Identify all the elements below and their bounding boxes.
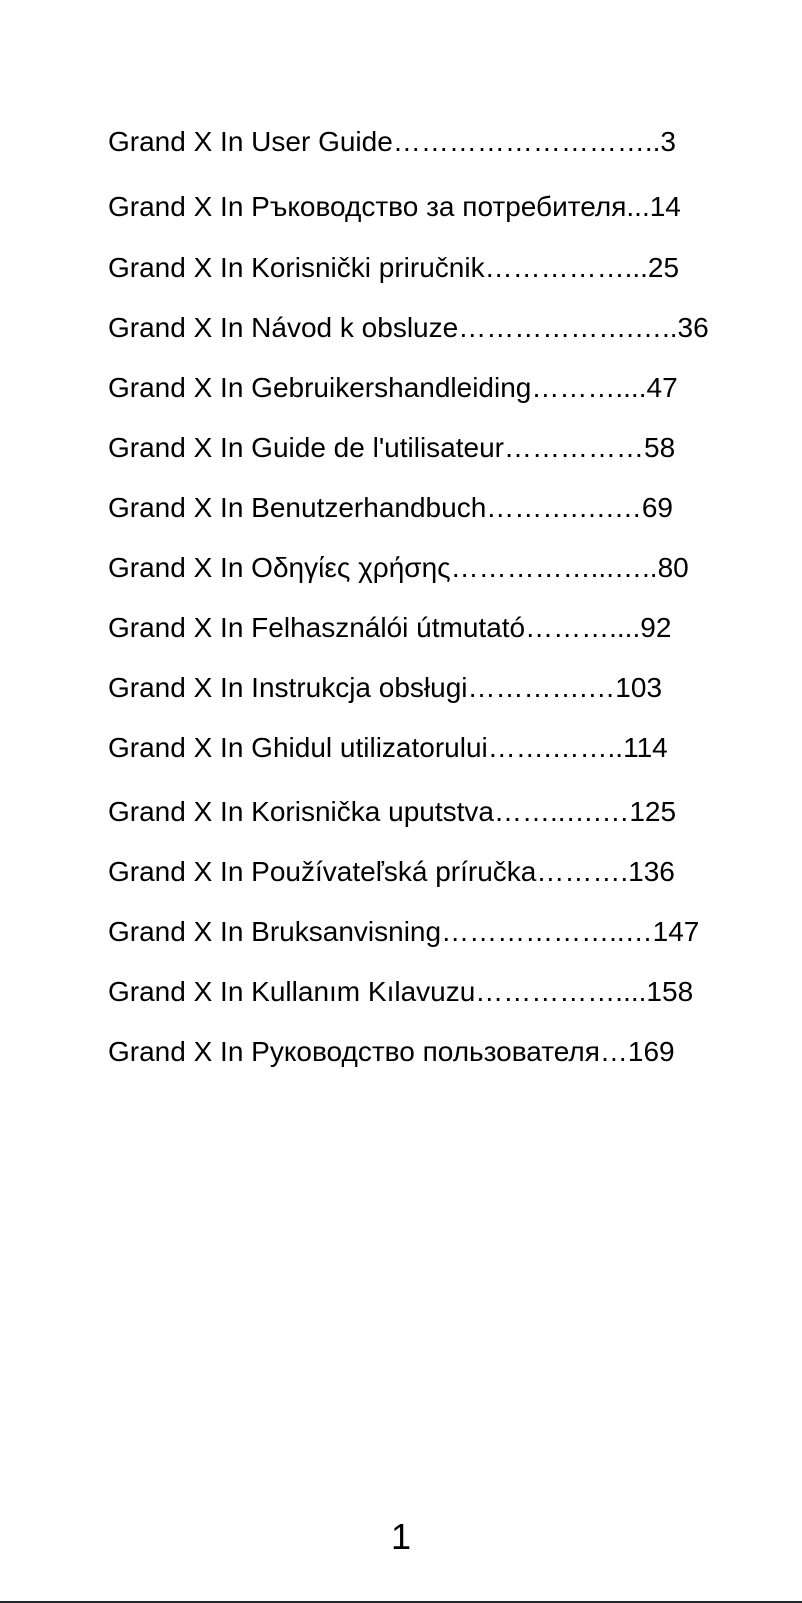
- toc-leader-dots: ……………….…..: [458, 312, 678, 343]
- toc-entry-cs[interactable]: [108, 311, 709, 345]
- toc-page-number: 169: [627, 1036, 675, 1067]
- toc-leader-dots: ……….….…: [486, 492, 642, 523]
- toc-entry-en[interactable]: [108, 125, 676, 159]
- toc-page-number: 92: [640, 612, 672, 643]
- toc-entry-title: Grand X In Korisnička uputstva: [108, 796, 494, 827]
- toc-entry-title: Grand X In Ръководство за потребителя: [108, 191, 627, 222]
- toc-entry-title: Grand X In Korisnički priručnik: [108, 252, 485, 283]
- toc-entry-ru[interactable]: [108, 1035, 675, 1069]
- toc-page-number: 14: [649, 191, 681, 222]
- toc-leader-dots: …….……..: [487, 732, 624, 763]
- toc-entry-title: Grand X In Bruksanvisning: [108, 916, 442, 947]
- toc-entry-sk[interactable]: [108, 855, 675, 889]
- toc-leader-dots: ……………: [504, 432, 645, 463]
- toc-entry-hr[interactable]: [108, 251, 679, 285]
- toc-page-number: 58: [644, 432, 676, 463]
- toc-leader-dots: ………....: [531, 372, 647, 403]
- toc-leader-dots: …: [599, 1036, 628, 1067]
- toc-page-number: 47: [646, 372, 678, 403]
- toc-entry-title: Grand X In User Guide: [108, 126, 393, 157]
- toc-entry-title: Grand X In Návod k obsluze: [108, 312, 459, 343]
- toc-page-number: 136: [628, 856, 675, 887]
- toc-entry-bg[interactable]: [108, 190, 681, 224]
- toc-entry-el[interactable]: [108, 551, 689, 585]
- toc-entry-de[interactable]: [108, 491, 673, 525]
- toc-leader-dots: ……………....: [475, 976, 647, 1007]
- toc-entry-title: Grand X In Používateľská príručka: [108, 856, 537, 887]
- toc-entry-title: Grand X In Gebruikershandleiding: [108, 372, 532, 403]
- toc-leader-dots: ………….…: [467, 672, 616, 703]
- toc-entry-title: Grand X In Руководство пользователя: [108, 1036, 600, 1067]
- toc-entry-sr[interactable]: [108, 795, 676, 829]
- toc-page-number: 80: [657, 552, 689, 583]
- toc-entry-title: Grand X In Instrukcja obsługi: [108, 672, 468, 703]
- toc-leader-dots: ………………..…: [441, 916, 653, 947]
- toc-entry-sv[interactable]: [108, 915, 699, 949]
- toc-entry-title: Grand X In Kullanım Kılavuzu: [108, 976, 476, 1007]
- toc-entry-nl[interactable]: [108, 371, 678, 405]
- toc-leader-dots: ………....: [525, 612, 641, 643]
- toc-leader-dots: ……..….…: [493, 796, 630, 827]
- toc-page-number: 103: [615, 672, 663, 703]
- toc-page-number: 114: [623, 732, 668, 763]
- toc-leader-dots: ……………...: [484, 252, 648, 283]
- toc-leader-dots: ………………………..: [392, 126, 661, 157]
- toc-entry-title: Grand X In Guide de l'utilisateur: [108, 432, 505, 463]
- toc-page-number: 147: [652, 916, 700, 947]
- toc-page-number: 69: [641, 492, 673, 523]
- toc-page-number: 36: [677, 312, 709, 343]
- toc-leader-dots: ...: [626, 191, 650, 222]
- toc-page-number: 125: [629, 796, 677, 827]
- toc-page-number: 158: [646, 976, 694, 1007]
- toc-entry-hu[interactable]: [108, 611, 671, 645]
- toc-leader-dots: ……………...…..: [450, 552, 658, 583]
- toc-entry-title: Grand X In Οδηγίες χρήσης: [108, 552, 451, 583]
- page-number: 1: [390, 1516, 412, 1557]
- toc-entry-title: Grand X In Ghidul utilizatorului: [108, 732, 488, 763]
- toc-page-number: 25: [647, 252, 680, 283]
- toc-entry-title: Grand X In Benutzerhandbuch: [108, 492, 487, 523]
- toc-leader-dots: ……….: [536, 856, 629, 887]
- toc-page-number: 3: [660, 126, 676, 157]
- toc-entry-ro[interactable]: [108, 731, 668, 765]
- toc-entry-fr[interactable]: [108, 431, 675, 465]
- toc-entry-title: Grand X In Felhasználói útmutató: [108, 612, 526, 643]
- toc-entry-pl[interactable]: [108, 671, 662, 705]
- toc-entry-tr[interactable]: [108, 975, 693, 1009]
